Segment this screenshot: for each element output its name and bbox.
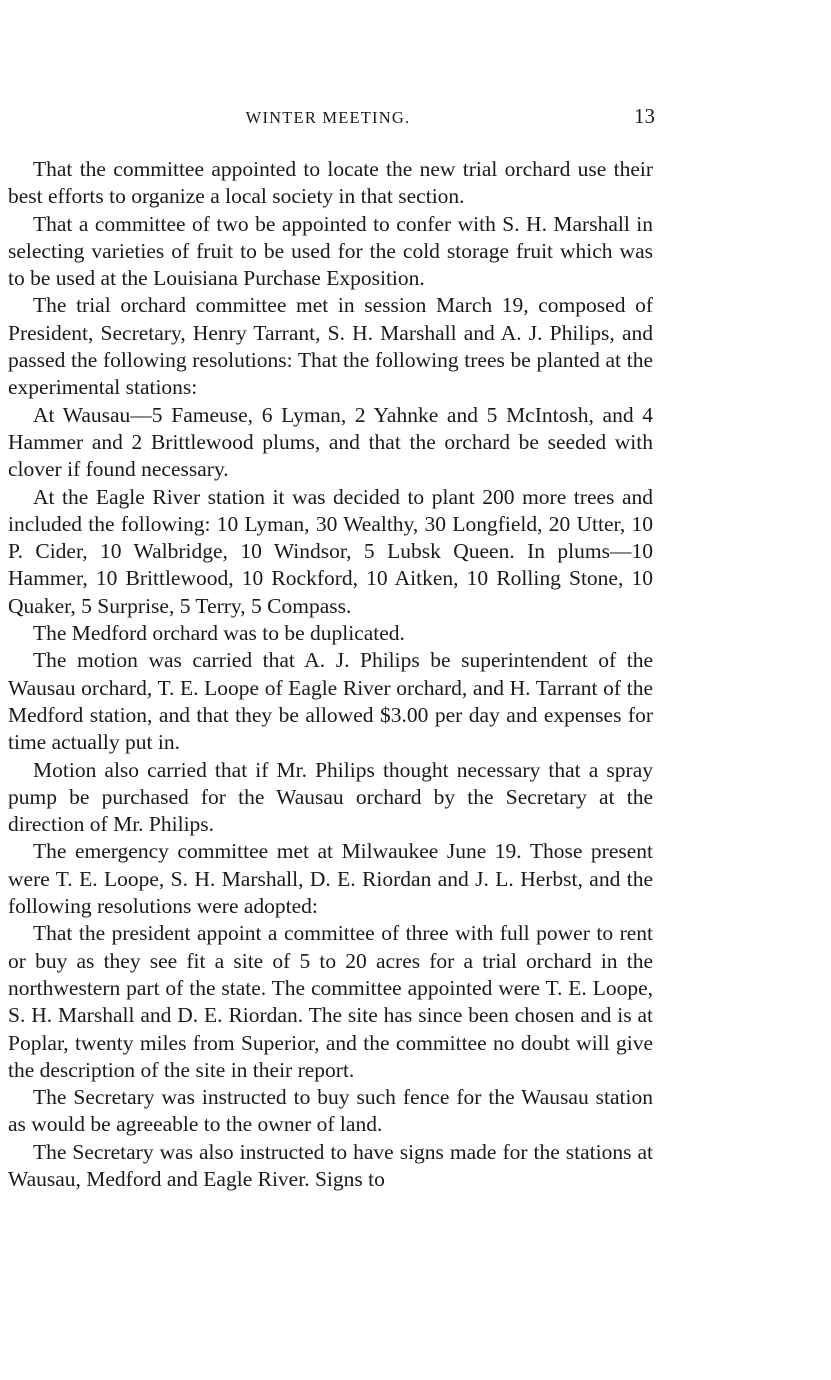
paragraph-fence: The Secretary was instructed to buy such fence for the Wausau station as would be agreeable to the owner of land. — [8, 1085, 653, 1137]
paragraph-trial-orchard-society: That the committee appointed to locate the new trial orchard use their best efforts to organize a local society in that section. — [8, 157, 653, 209]
paragraph-cold-storage-committee: That a committee of two be appointed to confer with S. H. Marshall in selecting varieties of fruit to be used for the cold storage fruit which was to be used at the Louisiana Purchase Exposition. — [8, 211, 653, 291]
paragraph-trial-orchard-meeting: The trial orchard committee met in session March 19, composed of President, Secretary, Henry Tarrant, S. H. Marshall and A. J. Philips, and passed the following resolutions: That the following trees be planted at the experimental stations: — [8, 293, 653, 400]
running-title: WINTER MEETING. — [245, 108, 411, 127]
page-number: 13 — [634, 104, 655, 128]
paragraph-superintendents: The motion was carried that A. J. Philips be superintendent of the Wausau orchard, T. E. Loope of Eagle River orchard, and H. Tarrant of the Medford station, and that they be allowed $3.00 per day and expenses for time actually put in. — [8, 648, 653, 755]
paragraph-emergency-committee: The emergency committee met at Milwaukee June 19. Those present were T. E. Loope, S. H. Marshall, D. E. Riordan and J. L. Herbst, and the following resolutions were adopted: — [8, 839, 653, 919]
paragraph-spray-pump: Motion also carried that if Mr. Philips thought necessary that a spray pump be purchased for the Wausau orchard by the Secretary at the direction of Mr. Philips. — [8, 757, 653, 837]
paragraph-northwestern-site: That the president appoint a committee of three with full power to rent or buy as they see fit a site of 5 to 20 acres for a trial orchard in the northwestern part of the state. The committee appointed were T. E. Loope, S. H. Marshall and D. E. Riordan. The site has since been chosen and is at Poplar, twenty miles from Superior, and the committee no doubt will give the description of the site in their report. — [8, 921, 653, 1082]
paragraph-eagle-river-planting: At the Eagle River station it was decided to plant 200 more trees and included the following: 10 Lyman, 30 Wealthy, 30 Longfield, 20 Utter, 10 P. Cider, 10 Walbridge, 10 Windsor, 5 Lubsk Queen. In plums—10 Hammer, 10 Brittlewood, 10 Rockford, 10 Aitken, 10 Rolling Stone, 10 Quaker, 5 Surprise, 5 Terry, 5 Compass. — [8, 484, 653, 618]
paragraph-medford-orchard: The Medford orchard was to be duplicated. — [33, 621, 405, 646]
paragraph-signs: The Secretary was also instructed to have signs made for the stations at Wausau, Medford and Eagle River. Signs to — [8, 1139, 653, 1191]
paragraph-wausau-planting: At Wausau—5 Fameuse, 6 Lyman, 2 Yahnke and 5 McIntosh, and 4 Hammer and 2 Brittlewood plums, and that the orchard be seeded with clover if found necessary. — [8, 402, 653, 482]
running-head — [8, 104, 653, 134]
body-text — [8, 156, 653, 1193]
